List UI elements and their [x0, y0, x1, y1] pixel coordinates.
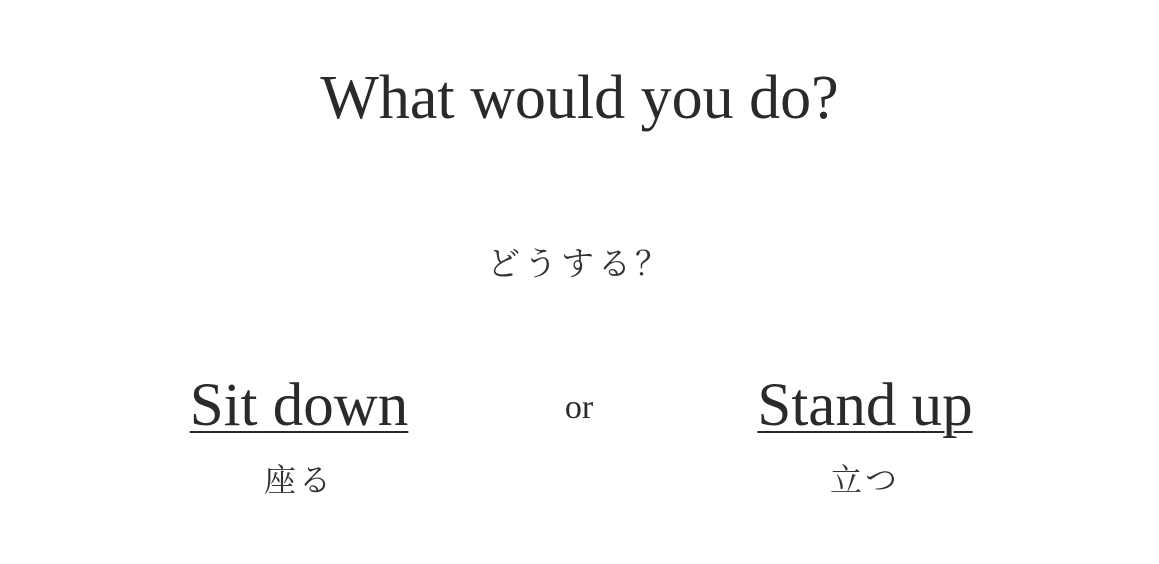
stand-up-link[interactable]: Stand up [757, 372, 973, 439]
sit-down-translation: 座る [263, 461, 334, 499]
choice-stand-up [705, 368, 1025, 502]
or-connector: or [564, 389, 594, 426]
question-subtitle-japanese: どうする？ [487, 244, 672, 283]
sit-down-link[interactable]: Sit down [189, 372, 409, 439]
choice-sit-down [139, 368, 459, 502]
stand-up-translation: 立つ [829, 461, 900, 499]
question-title: What would you do? [320, 64, 839, 132]
